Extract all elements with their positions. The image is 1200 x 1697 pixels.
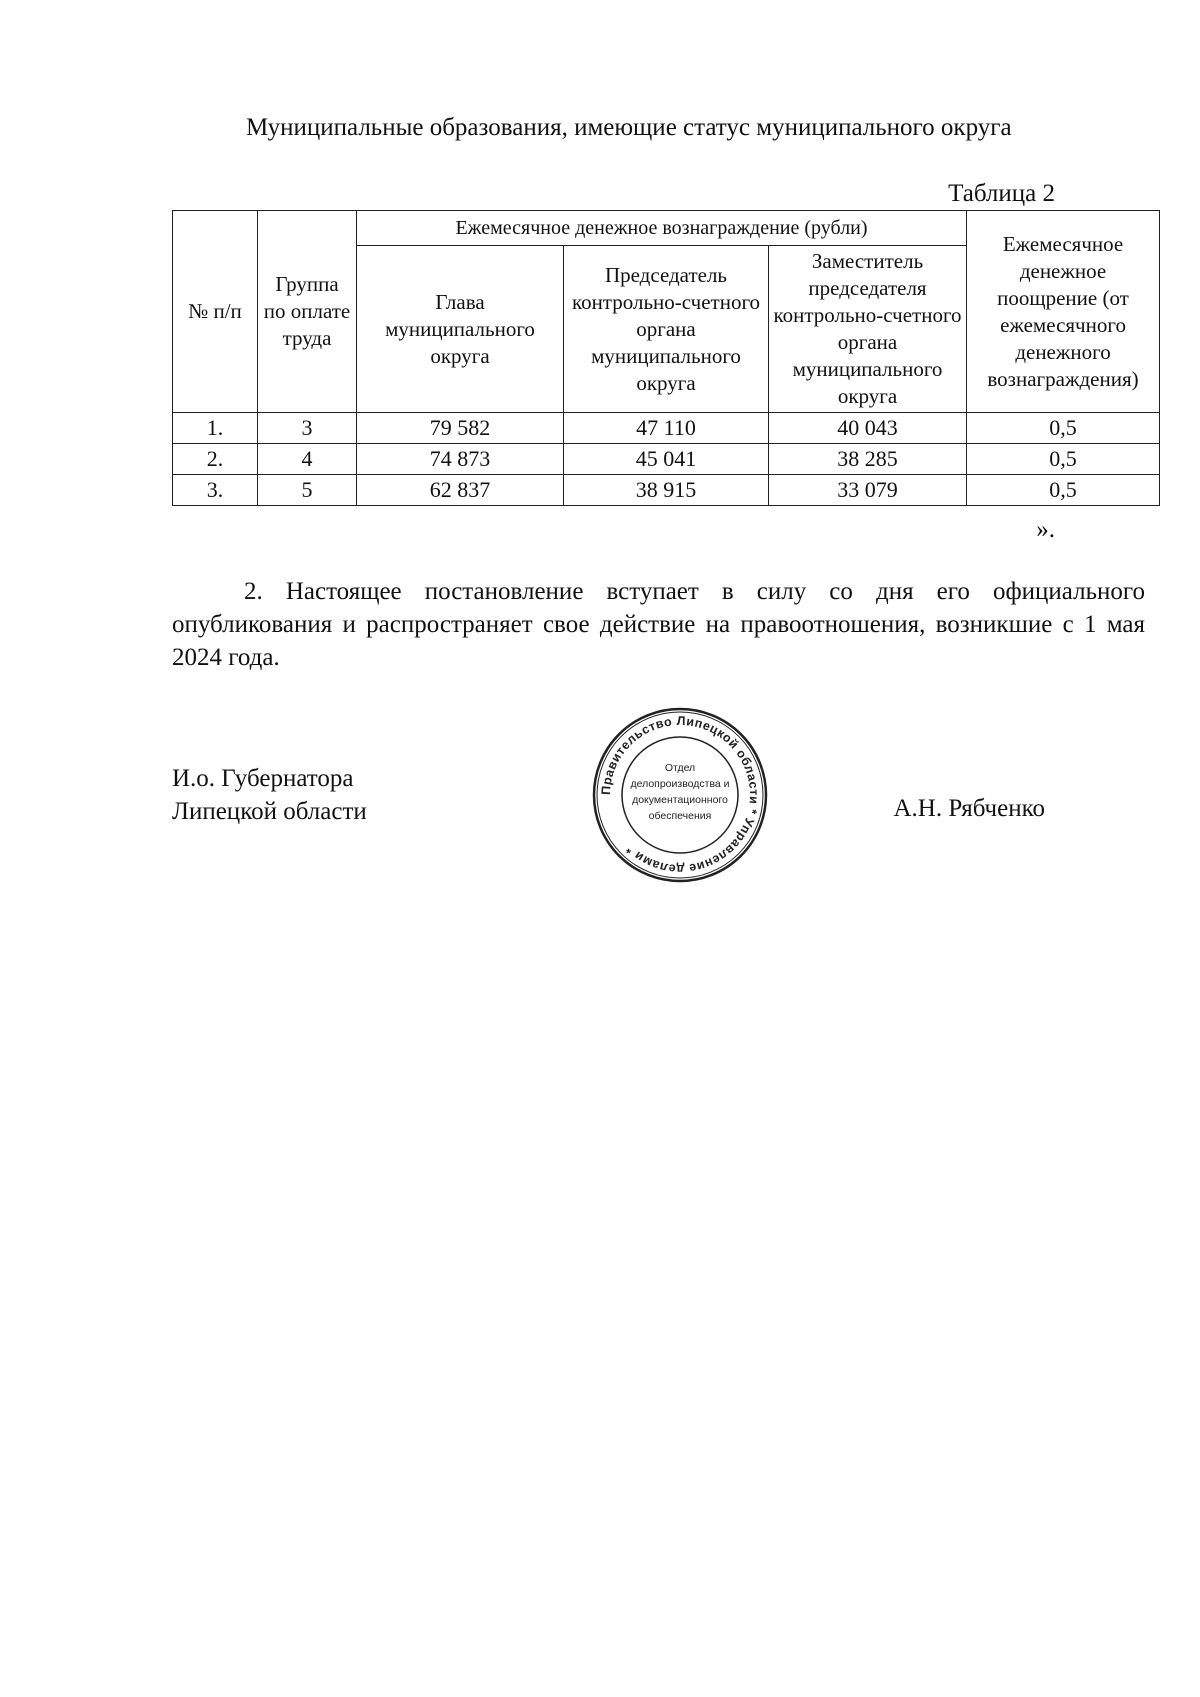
cell-deputy: 33 079 <box>769 475 967 506</box>
stamp-inner-line4: обеспечения <box>648 810 712 822</box>
signatory-title <box>172 762 367 828</box>
table-row <box>173 444 1160 475</box>
table-caption: Таблица 2 <box>948 180 1055 207</box>
cell-chairman: 47 110 <box>564 413 769 444</box>
cell-chairman: 45 041 <box>564 444 769 475</box>
stamp-inner-line2: делопроизводства и <box>630 778 730 790</box>
signatory-name: А.Н. Рябченко <box>893 795 1045 822</box>
cell-chairman: 38 915 <box>564 475 769 506</box>
closing-quote: ». <box>1036 516 1055 543</box>
remuneration-table <box>172 210 1160 506</box>
header-bonus: Ежемесячное денежное поощрение (от ежемесячного денежного вознаграждения) <box>967 211 1160 413</box>
cell-num: 2. <box>173 444 258 475</box>
cell-group: 5 <box>258 475 357 506</box>
cell-bonus: 0,5 <box>967 475 1160 506</box>
header-num: № п/п <box>173 211 258 413</box>
signatory-title-line2: Липецкой области <box>172 798 367 825</box>
cell-bonus: 0,5 <box>967 444 1160 475</box>
cell-group: 4 <box>258 444 357 475</box>
header-monthly-group: Ежемесячное денежное вознаграждение (рубли) <box>357 211 967 246</box>
official-seal-stamp <box>590 705 770 885</box>
clause-paragraph: 2. Настоящее постановление вступает в силу со дня его официального опубликования и распространяет свое действие на правоотношения, возникшие с 1 мая 2024 года. <box>172 578 1145 671</box>
stamp-inner-line3: документационного <box>632 794 728 806</box>
cell-head: 74 873 <box>357 444 564 475</box>
cell-group: 3 <box>258 413 357 444</box>
cell-num: 3. <box>173 475 258 506</box>
stamp-outer-text: Правительство Липецкой области * Управление делами * <box>598 713 762 877</box>
header-head: Глава муниципального округа <box>357 246 564 413</box>
header-chairman: Председатель контрольно-счетного органа муниципального округа <box>564 246 769 413</box>
table-row <box>173 413 1160 444</box>
cell-deputy: 40 043 <box>769 413 967 444</box>
cell-head: 79 582 <box>357 413 564 444</box>
document-heading: Муниципальные образования, имеющие статус муниципального округа <box>246 114 1012 141</box>
cell-head: 62 837 <box>357 475 564 506</box>
signatory-title-line1: И.о. Губернатора <box>172 765 354 792</box>
table-row <box>173 475 1160 506</box>
header-group: Группа по оплате труда <box>258 211 357 413</box>
cell-num: 1. <box>173 413 258 444</box>
cell-bonus: 0,5 <box>967 413 1160 444</box>
cell-deputy: 38 285 <box>769 444 967 475</box>
header-deputy: Заместитель председателя контрольно-счетного органа муниципального округа <box>769 246 967 413</box>
stamp-inner-line1: Отдел <box>664 762 696 774</box>
